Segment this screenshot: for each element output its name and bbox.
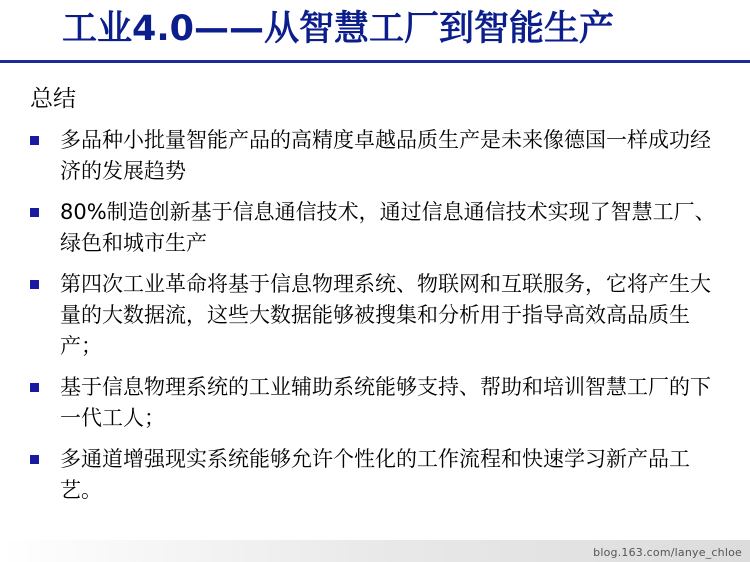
square-bullet-icon xyxy=(30,280,39,289)
square-bullet-icon xyxy=(30,136,39,145)
bullet-list xyxy=(30,125,730,516)
square-bullet-icon xyxy=(30,383,39,392)
bullet-item xyxy=(30,197,730,259)
bullet-item xyxy=(30,444,730,506)
watermark: blog.163.com/lanye_chloe xyxy=(593,546,742,559)
section-heading: 总结 xyxy=(30,86,76,112)
bullet-text: 第四次工业革命将基于信息物理系统、物联网和互联服务，它将产生大量的大数据流，这些大数据能够被搜集和分析用于指导高效高品质生产； xyxy=(60,272,711,358)
title-divider xyxy=(0,60,750,63)
square-bullet-icon xyxy=(30,208,39,217)
bullet-item xyxy=(30,372,730,434)
bullet-text: 80%制造创新基于信息通信技术，通过信息通信技术实现了智慧工厂、绿色和城市生产 xyxy=(60,200,716,255)
bullet-text: 多通道增强现实系统能够允许个性化的工作流程和快速学习新产品工艺。 xyxy=(60,447,690,502)
footer-bar xyxy=(0,540,750,562)
square-bullet-icon xyxy=(30,455,39,464)
bullet-text: 多品种小批量智能产品的高精度卓越品质生产是未来像德国一样成功经济的发展趋势 xyxy=(60,128,711,183)
bullet-item xyxy=(30,269,730,362)
bullet-item xyxy=(30,125,730,187)
bullet-text: 基于信息物理系统的工业辅助系统能够支持、帮助和培训智慧工厂的下一代工人； xyxy=(60,375,711,430)
slide-title: 工业4.0——从智慧工厂到智能生产 xyxy=(62,9,615,49)
